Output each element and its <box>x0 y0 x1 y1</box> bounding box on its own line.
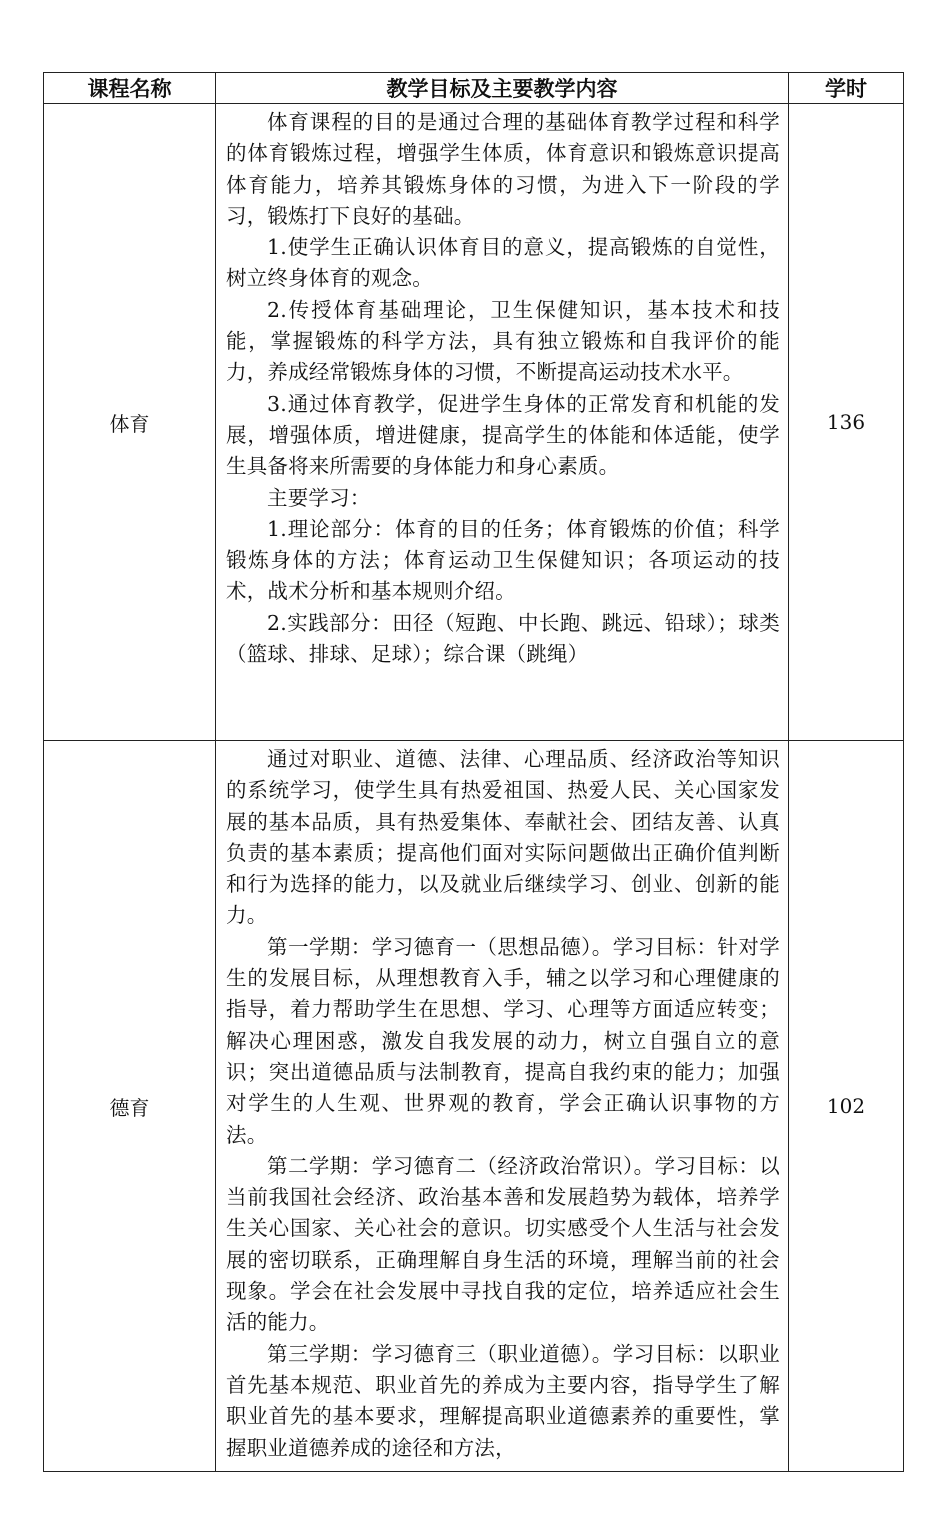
course-name-cell: 德育 <box>44 741 216 1472</box>
content-paragraph: 第三学期：学习德育三（职业道德）。学习目标：以职业首先基本规范、职业首先的养成为主要内容，指导学生了解职业首先的基本要求，理解提高职业道德素养的重要性，掌握职业道德养成的途径和方法， <box>226 1341 780 1460</box>
course-hours-cell: 136 <box>789 104 904 741</box>
header-hours: 学时 <box>789 73 904 104</box>
course-table <box>43 72 904 1472</box>
content-paragraph: 2.传授体育基础理论，卫生保健知识，基本技术和技能，掌握锻炼的科学方法，具有独立锻炼和自我评价的能力，养成经常锻炼身体的习惯，不断提高运动技术水平。 <box>226 297 780 385</box>
content-paragraph: 3.通过体育教学，促进学生身体的正常发育和机能的发展，增强体质，增进健康，提高学生的体能和体适能，使学生具备将来所需要的身体能力和身心素质。 <box>226 391 780 479</box>
content-paragraph: 通过对职业、道德、法律、心理品质、经济政治等知识的系统学习，使学生具有热爱祖国、热爱人民、关心国家发展的基本品质，具有热爱集体、奉献社会、团结友善、认真负责的基本素质；提高他们面对实际问题做出正确价值判断和行为选择的能力，以及就业后继续学习、创业、创新的能力。 <box>226 747 780 928</box>
content-paragraph: 体育课程的目的是通过合理的基础体育教学过程和科学的体育锻炼过程，增强学生体质，体育意识和锻炼意识提高体育能力，培养其锻炼身体的习惯，为进入下一阶段的学习，锻炼打下良好的基础。 <box>226 110 780 228</box>
header-objectives-content: 教学目标及主要教学内容 <box>216 73 789 104</box>
table-row <box>44 741 904 1472</box>
content-paragraph: 1.理论部分：体育的目的任务；体育锻炼的价值；科学锻炼身体的方法；体育运动卫生保健知识；各项运动的技术，战术分析和基本规则介绍。 <box>226 516 780 604</box>
header-course-name: 课程名称 <box>44 73 216 104</box>
course-content-cell <box>216 104 789 741</box>
content-paragraph: 主要学习： <box>267 485 371 510</box>
content-paragraph: 2.实践部分：田径（短跑、中长跑、跳远、铅球）；球类（篮球、排球、足球）；综合课（跳绳） <box>226 610 780 667</box>
course-content-cell <box>216 741 789 1472</box>
course-hours-cell: 102 <box>789 741 904 1472</box>
content-paragraph: 第二学期：学习德育二（经济政治常识）。学习目标：以当前我国社会经济、政治基本善和发展趋势为载体，培养学生关心国家、关心社会的意识。切实感受个人生活与社会发展的密切联系，正确理解自身生活的环境，理解当前的社会现象。学会在社会发展中寻找自我的定位，培养适应社会生活的能力。 <box>226 1153 780 1335</box>
content-paragraph: 第一学期：学习德育一（思想品德）。学习目标：针对学生的发展目标，从理想教育入手，辅之以学习和心理健康的指导，着力帮助学生在思想、学习、心理等方面适应转变；解决心理困惑，激发自我发展的动力，树立自强自立的意识；突出道德品质与法制教育，提高自我约束的能力；加强对学生的人生观、世界观的教育，学会正确认识事物的方法。 <box>226 934 780 1147</box>
table-row <box>44 104 904 741</box>
course-name-cell: 体育 <box>44 104 216 741</box>
content-paragraph: 1.使学生正确认识体育目的意义，提高锻炼的自觉性，树立终身体育的观念。 <box>226 235 780 291</box>
header-row <box>44 73 904 104</box>
